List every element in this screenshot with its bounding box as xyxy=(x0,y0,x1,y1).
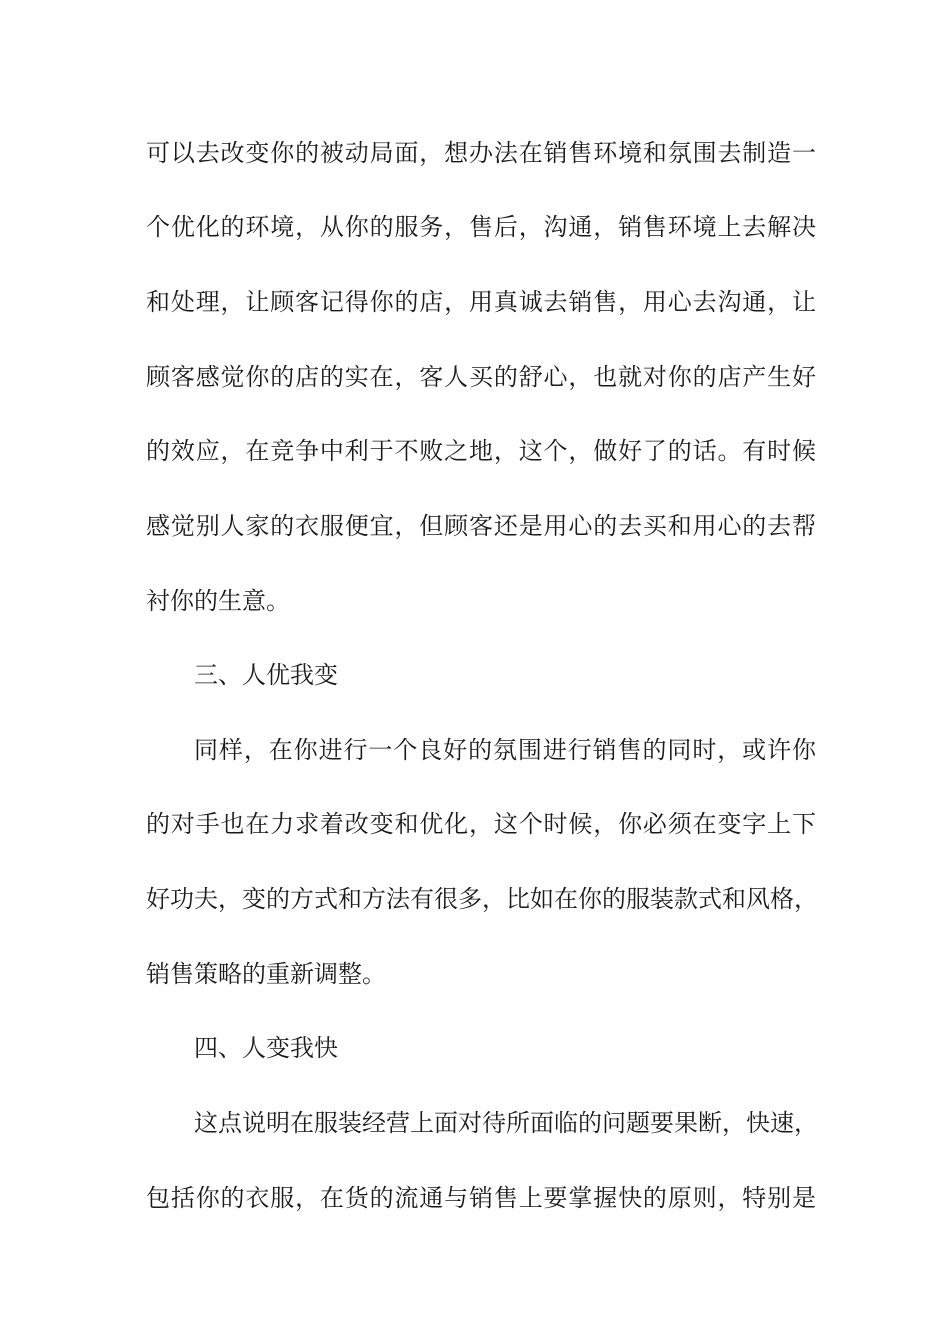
paragraph-line: 的效应，在竞争中利于不败之地，这个，做好了的话。有时候 xyxy=(146,437,816,465)
paragraph-line: 和处理，让顾客记得你的店，用真诚去销售，用心去沟通，让 xyxy=(146,288,816,316)
paragraph-line: 销售策略的重新调整。 xyxy=(146,960,386,988)
paragraph-line: 衬你的生意。 xyxy=(146,587,290,615)
paragraph-line: 感觉别人家的衣服便宜，但顾客还是用心的去买和用心的去帮 xyxy=(146,512,816,540)
paragraph-line: 同样，在你进行一个良好的氛围进行销售的同时，或许你 xyxy=(194,736,816,764)
paragraph-line: 好功夫，变的方式和方法有很多，比如在你的服装款式和风格， xyxy=(146,885,818,913)
paragraph-line: 可以去改变你的被动局面，想办法在销售环境和氛围去制造一 xyxy=(146,139,816,167)
paragraph-line: 包括你的衣服，在货的流通与销售上要掌握快的原则，特别是 xyxy=(146,1184,816,1212)
paragraph-line: 这点说明在服装经营上面对待所面临的问题要果断，快速， xyxy=(194,1109,818,1137)
paragraph-line: 的对手也在力求着改变和优化，这个时候，你必须在变字上下 xyxy=(146,810,816,838)
paragraph-line: 顾客感觉你的店的实在，客人买的舒心，也就对你的店产生好 xyxy=(146,363,816,391)
paragraph-line: 个优化的环境，从你的服务，售后，沟通，销售环境上去解决 xyxy=(146,213,816,241)
section-heading: 四、人变我快 xyxy=(194,1034,338,1062)
section-heading: 三、人优我变 xyxy=(194,661,338,689)
